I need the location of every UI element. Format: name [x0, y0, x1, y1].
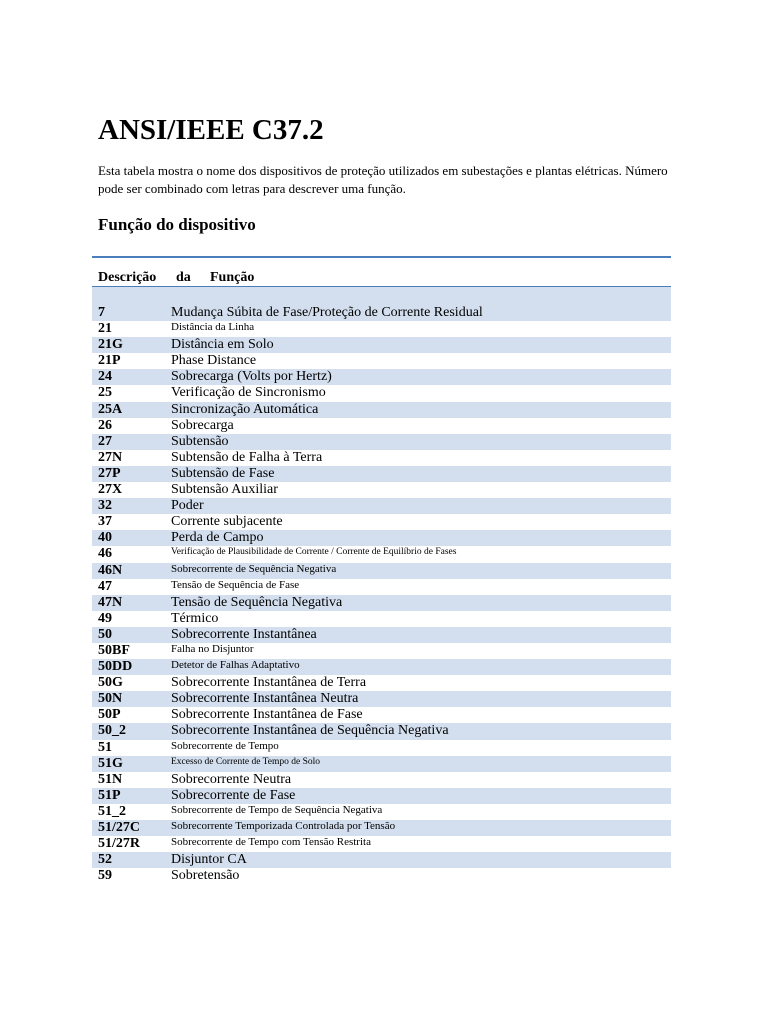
device-description: Distância em Solo	[171, 337, 274, 353]
table-row	[92, 788, 671, 804]
table-row	[92, 337, 671, 353]
device-description: Corrente subjacente	[171, 514, 283, 530]
device-code: 46N	[98, 562, 123, 578]
device-code: 32	[98, 498, 112, 514]
device-description: Tensão de Sequência Negativa	[171, 594, 343, 610]
table-row	[92, 466, 671, 482]
device-code: 21P	[98, 353, 121, 369]
table-row	[92, 498, 671, 514]
device-description: Detetor de Falhas Adaptativo	[171, 659, 300, 672]
device-code: 50BF	[98, 642, 130, 658]
device-description: Sobrecorrente Instantânea de Fase	[171, 707, 363, 723]
table-row	[92, 723, 671, 739]
device-code: 51/27R	[98, 836, 140, 852]
device-code: 47N	[98, 594, 123, 610]
device-description: Sobrecorrente de Tempo	[171, 739, 279, 752]
device-description: Verificação de Sincronismo	[171, 385, 326, 401]
table-row	[92, 820, 671, 836]
device-code: 50G	[98, 675, 123, 691]
table-row	[92, 659, 671, 675]
table-row	[92, 353, 671, 369]
device-code: 49	[98, 610, 112, 626]
device-code: 51G	[98, 755, 123, 771]
device-description: Sobrecorrente Neutra	[171, 771, 292, 787]
device-description: Excesso de Corrente de Tempo de Solo	[171, 756, 321, 767]
table-row	[92, 804, 671, 820]
table-row	[92, 305, 671, 321]
table-row	[92, 385, 671, 401]
device-code: 27X	[98, 482, 123, 498]
table-row	[92, 450, 671, 466]
section-heading: Função do dispositivo	[98, 215, 256, 234]
device-description: Mudança Súbita de Fase/Proteção de Corrente Residual	[171, 305, 483, 320]
device-code: 27	[98, 433, 112, 449]
device-description: Térmico	[171, 610, 219, 626]
device-code: 51	[98, 739, 112, 755]
device-code: 50DD	[98, 659, 133, 675]
device-code: 51/27C	[98, 820, 140, 835]
table-row	[92, 514, 671, 530]
device-description: Falha no Disjuntor	[171, 642, 254, 655]
table-row	[92, 707, 671, 723]
device-code: 52	[98, 852, 112, 868]
device-code: 21G	[98, 337, 123, 353]
table-row	[92, 546, 671, 562]
table-row	[92, 643, 671, 659]
device-code: 27P	[98, 465, 121, 481]
device-description: Subtensão de Falha à Terra	[171, 449, 323, 465]
device-description: Perda de Campo	[171, 530, 264, 546]
table-row	[92, 868, 671, 884]
device-description: Subtensão	[171, 433, 229, 449]
table-row	[92, 852, 671, 868]
table-header	[92, 258, 671, 286]
device-description: Sobrecorrente de Fase	[171, 787, 296, 803]
device-description: Sobrecorrente Instantânea de Sequência Negativa	[171, 723, 449, 739]
device-description: Sobrecorrente de Sequência Negativa	[171, 562, 337, 575]
device-code: 40	[98, 530, 112, 546]
header-da: da	[176, 269, 191, 285]
header-funcao: Função	[210, 269, 255, 285]
table-row	[92, 563, 671, 579]
table-row	[92, 369, 671, 385]
table-spacer-row	[92, 287, 671, 305]
device-code: 27N	[98, 449, 123, 465]
device-code: 7	[98, 305, 105, 320]
device-function-table	[92, 256, 671, 884]
device-description: Subtensão de Fase	[171, 465, 275, 481]
device-description: Sobretensão	[171, 868, 240, 884]
device-description: Sobrecorrente Instantânea de Terra	[171, 675, 367, 691]
device-description: Sobrecorrente de Tempo de Sequência Negativa	[171, 803, 383, 816]
device-code: 21	[98, 321, 112, 337]
device-description: Sobrecarga (Volts por Hertz)	[171, 369, 332, 385]
table-row	[92, 627, 671, 643]
table-row	[92, 434, 671, 450]
table-row	[92, 675, 671, 691]
device-code: 59	[98, 868, 112, 884]
table-row	[92, 418, 671, 434]
device-description: Disjuntor CA	[171, 852, 247, 868]
table-row	[92, 579, 671, 595]
table-row	[92, 611, 671, 627]
table-row	[92, 836, 671, 852]
device-description: Sobrecorrente de Tempo com Tensão Restrita	[171, 836, 371, 849]
device-description: Sobrecorrente Instantânea	[171, 626, 317, 642]
device-code: 50P	[98, 707, 121, 723]
table-row	[92, 321, 671, 337]
device-code: 46	[98, 546, 112, 562]
device-description: Verificação de Plausibilidade de Corrente / Corrente de Equilíbrio de Fases	[171, 547, 457, 558]
device-description: Phase Distance	[171, 353, 257, 369]
table-row	[92, 402, 671, 418]
device-code: 51N	[98, 771, 123, 787]
header-descricao: Descrição	[98, 269, 157, 285]
device-description: Distância da Linha	[171, 321, 255, 334]
device-code: 37	[98, 514, 112, 530]
table-row	[92, 691, 671, 707]
table-row	[92, 530, 671, 546]
device-description: Tensão de Sequência de Fase	[171, 578, 300, 591]
device-description: Sobrecorrente Temporizada Controlada por Tensão	[171, 820, 396, 832]
document-title: ANSI/IEEE C37.2	[98, 114, 324, 146]
device-code: 25	[98, 385, 112, 401]
table-row	[92, 772, 671, 788]
device-description: Subtensão Auxiliar	[171, 482, 278, 498]
device-code: 51_2	[98, 803, 126, 819]
device-code: 50_2	[98, 723, 126, 739]
device-description: Sincronização Automática	[171, 401, 319, 417]
device-description: Sobrecorrente Instantânea Neutra	[171, 691, 359, 707]
device-code: 24	[98, 369, 112, 385]
device-code: 47	[98, 578, 112, 594]
intro-paragraph: Esta tabela mostra o nome dos dispositivos de proteção utilizados em subestações e plantas elétricas. Número pode ser combinado com letras para descrever uma função.	[98, 163, 668, 196]
table-row	[92, 482, 671, 498]
device-description: Poder	[171, 498, 204, 514]
device-code: 26	[98, 417, 112, 433]
table-row	[92, 740, 671, 756]
device-code: 50N	[98, 691, 123, 707]
table-row	[92, 756, 671, 772]
device-code: 51P	[98, 787, 121, 803]
table-row	[92, 595, 671, 611]
device-code: 50	[98, 626, 112, 642]
device-code: 25A	[98, 401, 123, 417]
device-description: Sobrecarga	[171, 417, 234, 433]
